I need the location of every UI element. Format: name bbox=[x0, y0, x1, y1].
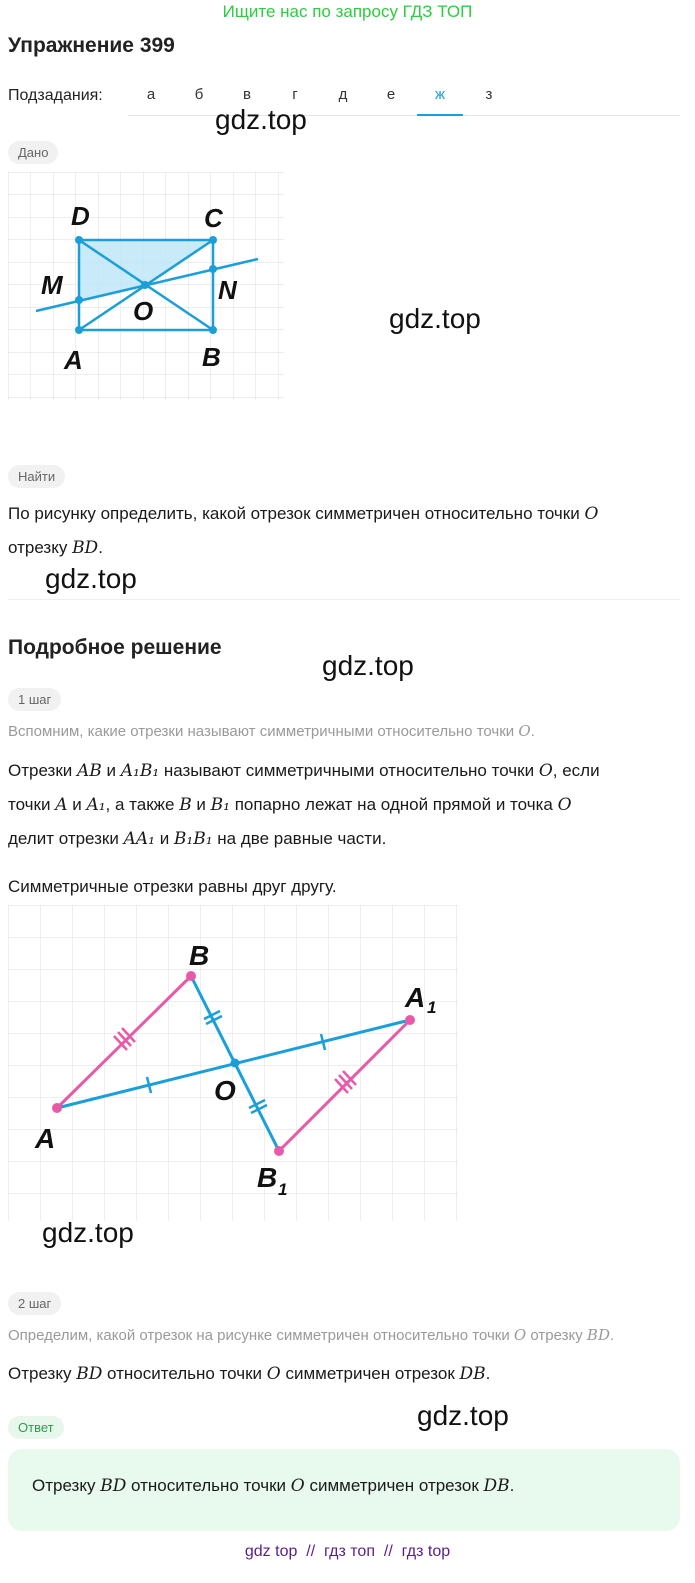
tab-subtask-b[interactable]: б bbox=[194, 86, 204, 103]
point-o bbox=[231, 1059, 240, 1068]
given-badge: Дано bbox=[8, 141, 58, 164]
label-a: A bbox=[35, 1123, 56, 1154]
watermark: gdz.top bbox=[215, 104, 307, 135]
point-n bbox=[209, 265, 217, 273]
label-o: O bbox=[214, 1075, 236, 1106]
watermark: gdz.top bbox=[389, 303, 481, 334]
subtask-tabs bbox=[128, 80, 680, 116]
label-a1-subscript: 1 bbox=[427, 998, 437, 1017]
point-b bbox=[209, 326, 217, 334]
point-b bbox=[186, 971, 196, 981]
symmetry-figure bbox=[8, 905, 460, 1223]
point-a bbox=[75, 326, 83, 334]
point-c bbox=[209, 236, 217, 244]
label-o: O bbox=[133, 296, 154, 326]
point-d bbox=[75, 236, 83, 244]
point-b1 bbox=[274, 1146, 284, 1156]
find-text: По рисунку определить, какой отрезок симметричен относительно точки O отрезку BD. bbox=[8, 504, 599, 558]
watermark: gdz.top bbox=[417, 1400, 509, 1431]
tab-subtask-g[interactable]: г bbox=[292, 86, 298, 103]
label-b1-subscript: 1 bbox=[278, 1180, 288, 1199]
tab-subtask-z[interactable]: з bbox=[485, 86, 493, 103]
label-n: N bbox=[218, 275, 237, 305]
step1-hint: Вспомним, какие отрезки называют симметричными относительно точки O. bbox=[8, 722, 535, 740]
subtasks-label: Подзадания: bbox=[8, 87, 103, 104]
divider bbox=[8, 599, 680, 600]
given-figure bbox=[8, 172, 288, 404]
tab-subtask-d[interactable]: д bbox=[338, 86, 348, 103]
answer-text: Отрезку BD относительно точки O симметричен отрезок DB. bbox=[32, 1476, 515, 1496]
label-b: B bbox=[189, 940, 210, 971]
point-m bbox=[75, 296, 83, 304]
label-m: M bbox=[41, 270, 63, 300]
label-a: A bbox=[64, 345, 83, 375]
solution-heading: Подробное решение bbox=[8, 636, 222, 659]
promo-link[interactable]: Ищите нас по запросу ГДЗ ТОП bbox=[222, 2, 473, 21]
step2-text: Отрезку BD относительно точки O симметричен отрезок DB. bbox=[8, 1364, 491, 1384]
step2-badge: 2 шаг bbox=[8, 1292, 61, 1315]
step1-badge: 1 шаг bbox=[8, 688, 61, 711]
page-title: Упражнение 399 bbox=[8, 34, 175, 57]
watermark: gdz.top bbox=[42, 1217, 134, 1248]
watermark: gdz.top bbox=[45, 563, 137, 594]
label-d: D bbox=[71, 201, 90, 231]
point-a1 bbox=[405, 1015, 415, 1025]
step1-definition: Отрезки AB и A₁B₁ называют симметричными относительно точки O, если точки A и A₁, а также B и B₁ попарно лежат на одной прямой и точка O делит отрезки AA₁ и B₁B₁ на две равные части. bbox=[8, 761, 600, 849]
tab-subtask-zh[interactable]: ж bbox=[417, 86, 463, 116]
label-c: C bbox=[204, 203, 223, 233]
footer-links[interactable]: gdz top // гдз топ // гдз top bbox=[244, 1543, 451, 1560]
watermark: gdz.top bbox=[322, 650, 414, 681]
step1-note: Симметричные отрезки равны друг другу. bbox=[8, 877, 337, 896]
tab-subtask-e[interactable]: е bbox=[386, 86, 396, 103]
label-b: B bbox=[202, 342, 221, 372]
tab-subtask-a[interactable]: а bbox=[146, 86, 156, 103]
point-o bbox=[141, 281, 149, 289]
step2-hint: Определим, какой отрезок на рисунке симметричен относительно точки O отрезку BD. bbox=[8, 1326, 615, 1344]
find-badge: Найти bbox=[8, 465, 65, 488]
label-b1: B bbox=[257, 1162, 278, 1193]
label-a1: A bbox=[405, 982, 426, 1013]
tab-subtask-v[interactable]: в bbox=[243, 86, 251, 103]
answer-badge: Ответ bbox=[8, 1416, 64, 1439]
point-a bbox=[52, 1103, 62, 1113]
